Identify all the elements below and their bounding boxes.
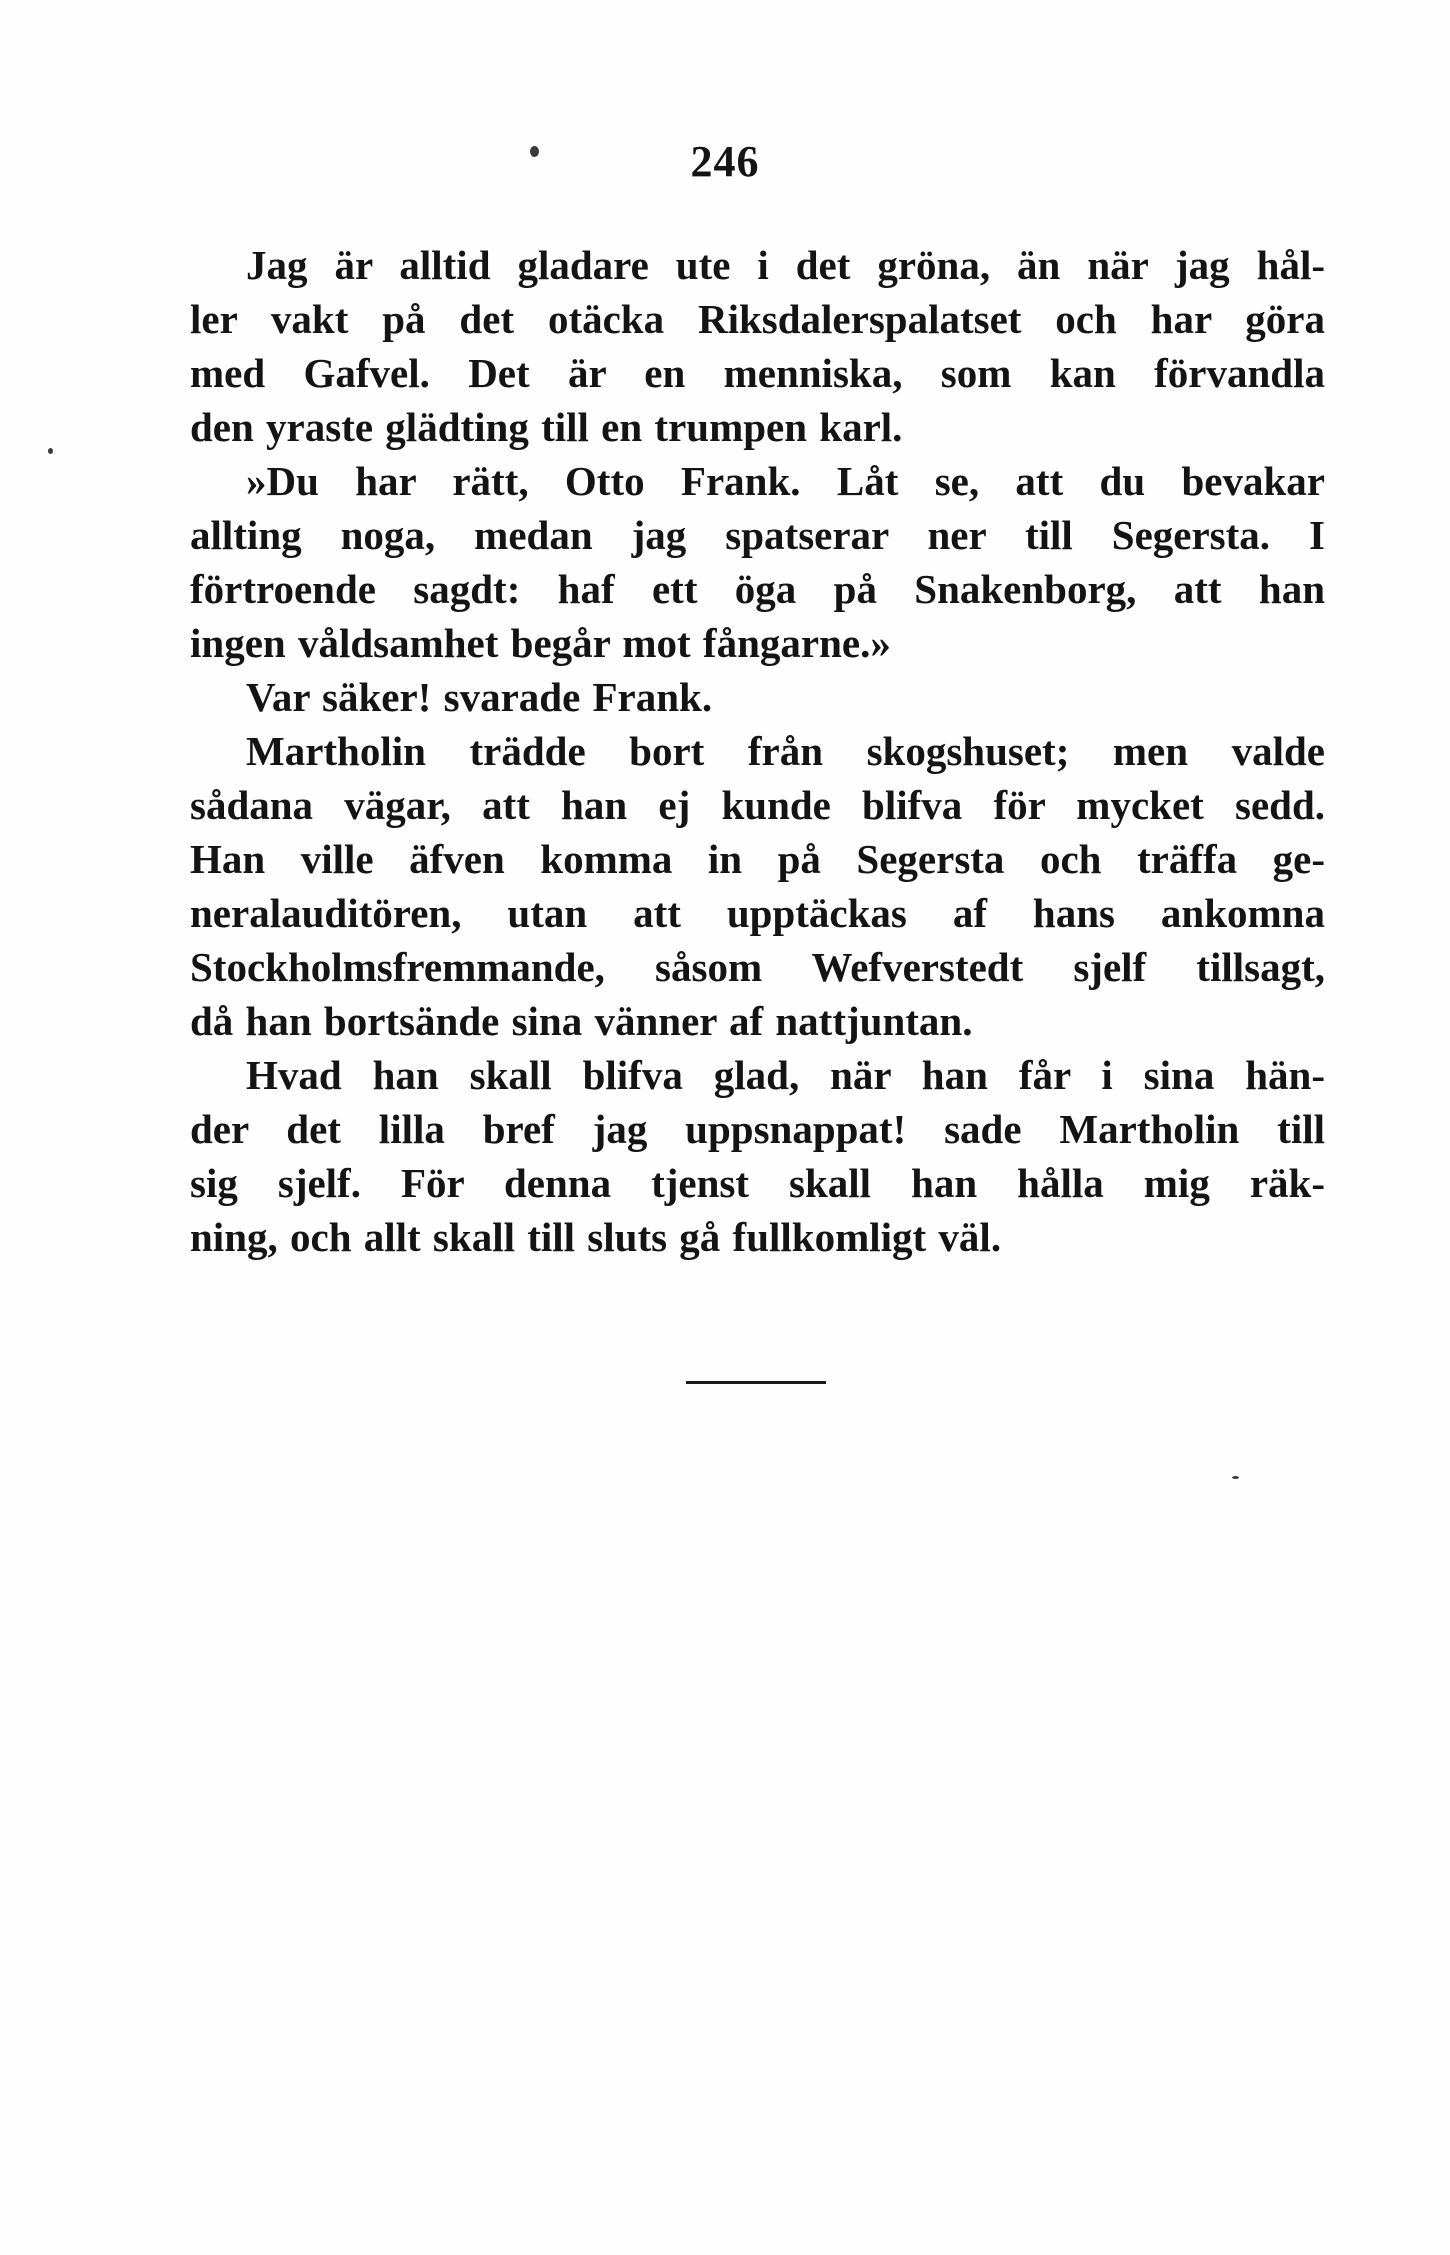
text-line: Martholin trädde bort från skogshuset; men valde xyxy=(246,728,1325,774)
text-line: förtroende sagdt: haf ett öga på Snakenborg, att han xyxy=(190,566,1325,612)
text-line: den yraste glädting till en trumpen karl. xyxy=(190,404,903,450)
text-line: neralauditören, utan att upptäckas af hans ankomna xyxy=(190,890,1325,936)
text-line: Jag är alltid gladare ute i det gröna, än när jag hål- xyxy=(246,242,1325,288)
text-line: sådana vägar, att han ej kunde blifva för mycket sedd. xyxy=(190,782,1325,828)
text-line: sig sjelf. För denna tjenst skall han hålla mig räk- xyxy=(190,1160,1325,1206)
text-line: ingen våldsamhet begår mot fångarne.» xyxy=(190,620,891,666)
body-text xyxy=(190,238,1325,1264)
text-line: der det lilla bref jag uppsnappat! sade Martholin till xyxy=(190,1106,1325,1152)
text-line: då han bortsände sina vänner af nattjuntan. xyxy=(190,998,973,1044)
text-line: med Gafvel. Det är en menniska, som kan förvandla xyxy=(190,350,1325,396)
text-line: ning, och allt skall till sluts gå fullkomligt väl. xyxy=(190,1214,1002,1260)
text-line: Stockholmsfremmande, såsom Wefverstedt sjelf tillsagt, xyxy=(190,944,1325,990)
section-end-rule xyxy=(686,1381,826,1384)
text-line: Var säker! svarade Frank. xyxy=(246,674,713,720)
text-line: »Du har rätt, Otto Frank. Låt se, att du bevakar xyxy=(246,458,1325,504)
text-line: ler vakt på det otäcka Riksdalerspalatset och har göra xyxy=(190,296,1325,342)
text-line: Han ville äfven komma in på Segersta och träffa ge- xyxy=(190,836,1325,882)
ink-speck xyxy=(48,448,53,454)
text-line: Hvad han skall blifva glad, när han får i sina hän- xyxy=(246,1052,1325,1098)
page-number: 246 xyxy=(690,137,760,186)
ink-speck xyxy=(1232,1476,1239,1479)
text-line: allting noga, medan jag spatserar ner till Segersta. I xyxy=(190,512,1325,558)
